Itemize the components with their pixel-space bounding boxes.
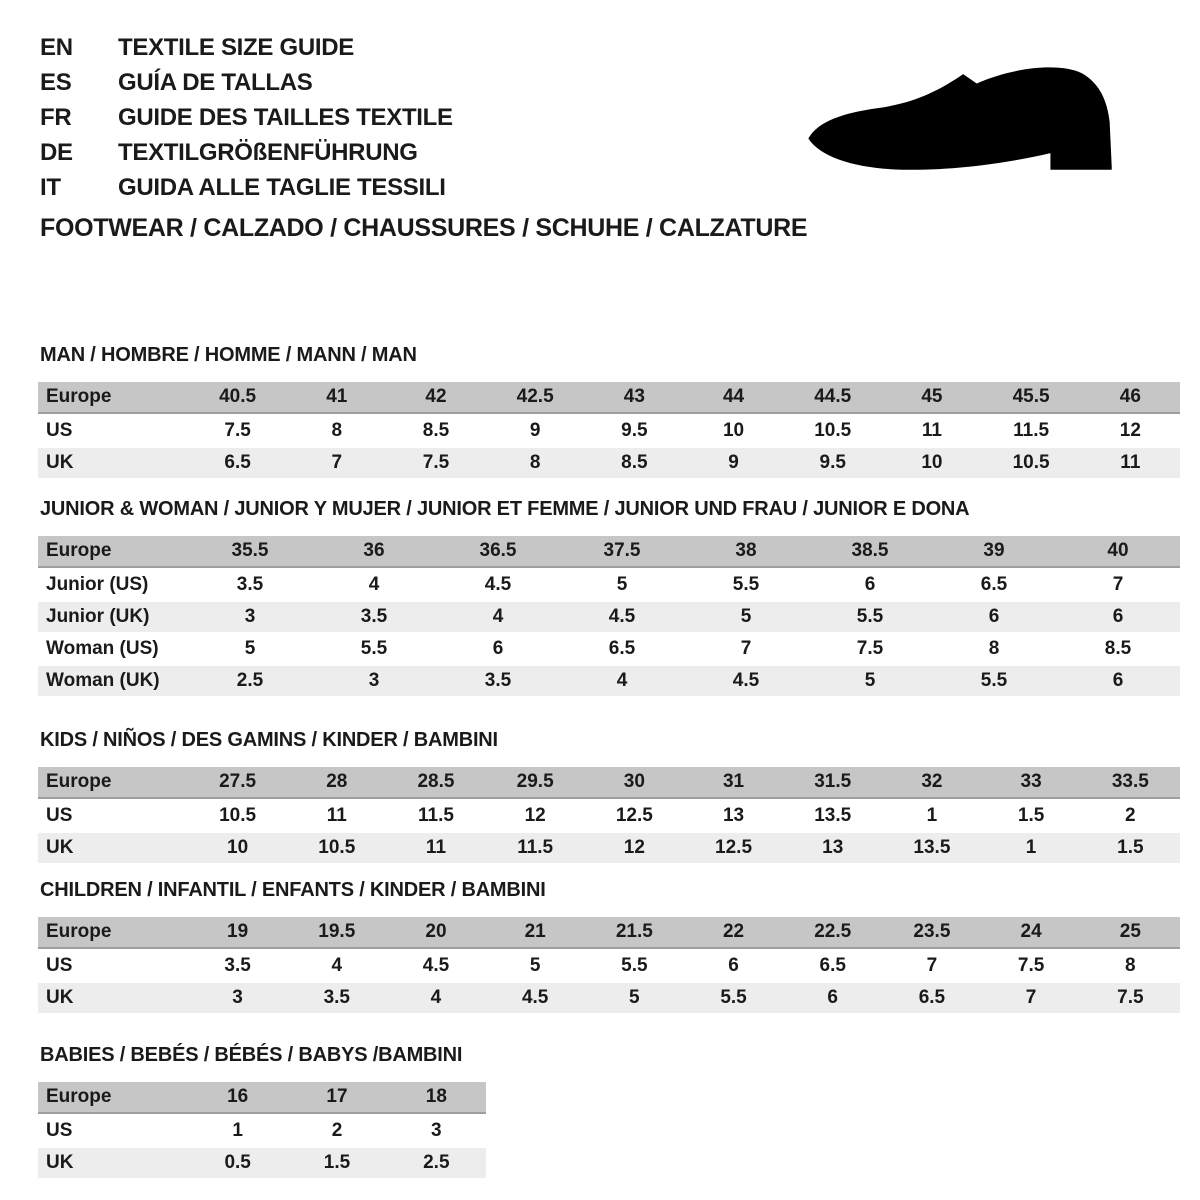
size-cell: 12 [585,833,684,863]
size-cell: 6 [1056,602,1180,632]
size-cell: 24 [982,917,1081,949]
size-cell: 18 [387,1082,486,1114]
section-title: CHILDREN / INFANTIL / ENFANTS / KINDER / BAMBINI [40,879,546,901]
size-table [38,915,1180,1015]
section-title: JUNIOR & WOMAN / JUNIOR Y MUJER / JUNIOR ET FEMME / JUNIOR UND FRAU / JUNIOR E DONA [40,498,970,520]
row-label: UK [38,1148,188,1178]
size-section [38,729,1180,865]
size-cell: 10 [722,420,745,441]
size-cell: 8 [988,638,1000,659]
size-cell: 20 [386,917,485,949]
size-cell: 3.5 [224,955,251,976]
size-cell: 4 [386,983,485,1013]
size-cell: 43 [585,382,684,414]
size-cell: 4 [560,666,684,696]
language-list [40,30,453,205]
size-cell: 2.5 [188,666,312,696]
size-cell: 5.5 [360,638,388,659]
row-label: Europe [38,1082,188,1114]
size-table [38,534,1180,698]
language-code: IT [40,174,61,201]
size-cell: 11 [326,805,347,826]
language-row [40,65,453,100]
table-row [38,602,1180,632]
size-cell: 10.5 [814,420,852,441]
size-cell: 8 [486,448,585,478]
size-cell: 4 [368,574,380,595]
size-cell: 5.5 [932,666,1056,696]
size-cell: 4 [436,602,560,632]
size-cell: 3.5 [436,666,560,696]
size-cell: 11 [1081,448,1180,478]
size-cell: 22 [684,917,783,949]
row-label: US [46,1120,73,1141]
row-label: UK [38,983,188,1013]
size-cell: 11 [921,420,942,441]
size-cell: 35.5 [188,536,312,568]
size-cell: 1.5 [1081,833,1180,863]
size-cell: 6 [1056,666,1180,696]
size-cell: 23.5 [882,917,981,949]
size-cell: 6 [864,574,876,595]
size-cell: 28.5 [386,767,485,799]
size-cell: 32 [882,767,981,799]
size-cell: 7.5 [1017,955,1045,976]
row-label: UK [38,448,188,478]
size-cell: 25 [1081,917,1180,949]
size-cell: 12 [1119,420,1141,441]
size-cell: 2.5 [387,1148,486,1178]
size-cell: 31.5 [783,767,882,799]
size-cell: 21 [486,917,585,949]
size-cell: 10 [188,833,287,863]
language-row [40,30,453,65]
section-title: BABIES / BEBÉS / BÉBÉS / BABYS /BAMBINI [40,1044,463,1066]
size-table [38,1080,486,1180]
size-cell: 41 [287,382,386,414]
size-cell: 30 [585,767,684,799]
size-cell: 1.5 [1017,805,1045,826]
size-cell: 6.5 [608,638,636,659]
size-cell: 19 [188,917,287,949]
size-cell: 13 [722,805,745,826]
table-row [38,634,1180,664]
size-cell: 33 [982,767,1081,799]
size-cell: 3 [188,602,312,632]
row-label: Woman (UK) [38,666,188,696]
size-cell: 8 [1125,955,1136,976]
size-cell: 36.5 [436,536,560,568]
size-cell: 7 [1112,574,1124,595]
row-label: Europe [38,382,188,414]
size-cell: 4.5 [684,666,808,696]
size-cell: 9.5 [783,448,882,478]
size-cell: 44 [684,382,783,414]
size-cell: 8.5 [1104,638,1132,659]
size-cell: 11.5 [418,805,454,826]
size-cell: 17 [287,1082,386,1114]
size-cell: 6.5 [819,955,846,976]
language-code: ES [40,69,72,96]
size-cell: 1.5 [287,1148,386,1178]
size-cell: 5 [684,602,808,632]
size-cell: 11.5 [486,833,585,863]
size-cell: 22.5 [783,917,882,949]
table-row [38,570,1180,600]
size-cell: 27.5 [188,767,287,799]
size-cell: 42 [386,382,485,414]
size-cell: 5.5 [621,955,648,976]
size-cell: 38 [684,536,808,568]
size-cell: 38.5 [808,536,932,568]
size-cell: 6 [932,602,1056,632]
table-row [38,833,1180,863]
size-cell: 4.5 [484,574,512,595]
size-cell: 6.5 [980,574,1008,595]
language-code: FR [40,104,72,131]
table-row [38,767,1180,799]
size-cell: 6.5 [882,983,981,1013]
size-cell: 7 [982,983,1081,1013]
size-cell: 8 [331,420,343,441]
size-cell: 1 [926,805,938,826]
size-cell: 3 [431,1120,442,1141]
table-row [38,1116,486,1146]
size-table [38,765,1180,865]
size-cell: 39 [932,536,1056,568]
size-cell: 5 [244,638,256,659]
size-cell: 10 [882,448,981,478]
table-row [38,416,1180,446]
size-cell: 10.5 [219,805,257,826]
row-label: Junior (US) [46,574,149,595]
size-cell: 12.5 [615,805,653,826]
size-cell: 10.5 [982,448,1081,478]
language-row [40,100,453,135]
size-cell: 0.5 [188,1148,287,1178]
table-row [38,448,1180,478]
size-cell: 3.5 [236,574,264,595]
table-row [38,666,1180,696]
size-cell: 7 [926,955,938,976]
table-row [38,536,1180,568]
row-label: US [46,955,73,976]
size-section [38,1044,1180,1180]
size-cell: 9 [529,420,541,441]
row-label: Europe [38,767,188,799]
size-table [38,380,1180,480]
size-cell: 16 [188,1082,287,1114]
size-cell: 3 [188,983,287,1013]
size-cell: 5 [808,666,932,696]
size-cell: 7.5 [386,448,485,478]
size-cell: 8.5 [422,420,450,441]
size-cell: 12 [524,805,546,826]
size-cell: 4.5 [560,602,684,632]
size-section [38,498,1180,698]
size-cell: 4.5 [422,955,450,976]
size-cell: 5.5 [808,602,932,632]
size-cell: 9.5 [621,420,648,441]
size-cell: 5.5 [684,983,783,1013]
size-cell: 8.5 [585,448,684,478]
size-cell: 5 [585,983,684,1013]
size-cell: 3.5 [312,602,436,632]
size-cell: 4.5 [486,983,585,1013]
language-row [40,170,453,205]
size-cell: 3.5 [287,983,386,1013]
language-row [40,135,453,170]
row-label: US [46,805,73,826]
language-guide-title: TEXTILGRÖßENFÜHRUNG [118,139,418,166]
size-cell: 11.5 [1013,420,1050,441]
size-cell: 6 [728,955,739,976]
size-cell: 13.5 [882,833,981,863]
table-row [38,951,1180,981]
row-label: Europe [38,536,188,568]
row-label: Europe [38,917,188,949]
size-cell: 1 [982,833,1081,863]
language-code: EN [40,34,73,61]
size-cell: 12.5 [684,833,783,863]
size-cell: 28 [287,767,386,799]
size-cell: 19.5 [287,917,386,949]
size-cell: 7.5 [224,420,251,441]
size-cell: 13 [783,833,882,863]
size-cell: 1 [232,1120,243,1141]
size-cell: 21.5 [585,917,684,949]
size-cell: 2 [1125,805,1136,826]
size-cell: 4 [331,955,343,976]
size-cell: 40.5 [188,382,287,414]
table-row [38,382,1180,414]
size-cell: 40 [1056,536,1180,568]
size-cell: 3 [312,666,436,696]
size-cell: 45.5 [982,382,1081,414]
row-label: UK [38,833,188,863]
language-guide-title: GUIDE DES TAILLES TEXTILE [118,104,453,131]
size-cell: 6 [783,983,882,1013]
size-cell: 7.5 [1081,983,1180,1013]
size-cell: 45 [882,382,981,414]
table-row [38,917,1180,949]
size-cell: 5.5 [732,574,760,595]
size-cell: 33.5 [1081,767,1180,799]
table-row [38,983,1180,1013]
size-section [38,879,1180,1015]
size-cell: 5 [616,574,628,595]
size-cell: 46 [1081,382,1180,414]
table-row [38,801,1180,831]
size-cell: 42.5 [486,382,585,414]
shoe-silhouette-icon [798,60,1146,188]
category-line: FOOTWEAR / CALZADO / CHAUSSURES / SCHUHE / CALZATURE [40,214,808,242]
size-cell: 10.5 [287,833,386,863]
size-cell: 31 [684,767,783,799]
language-code: DE [40,139,73,166]
size-cell: 5 [529,955,541,976]
table-row [38,1148,486,1178]
size-cell: 7.5 [856,638,884,659]
size-cell: 13.5 [814,805,852,826]
row-label: Junior (UK) [38,602,188,632]
language-guide-title: GUIDA ALLE TAGLIE TESSILI [118,174,446,201]
size-cell: 7 [287,448,386,478]
size-cell: 9 [684,448,783,478]
size-cell: 7 [740,638,752,659]
size-section [38,344,1180,480]
size-cell: 6 [492,638,504,659]
size-cell: 11 [386,833,485,863]
section-title: KIDS / NIÑOS / DES GAMINS / KINDER / BAMBINI [40,729,498,751]
size-cell: 37.5 [560,536,684,568]
row-label: Woman (US) [46,638,159,659]
language-guide-title: GUÍA DE TALLAS [118,69,313,96]
language-guide-title: TEXTILE SIZE GUIDE [118,34,354,61]
size-cell: 6.5 [188,448,287,478]
section-title: MAN / HOMBRE / HOMME / MANN / MAN [40,344,417,366]
row-label: US [46,420,73,441]
table-row [38,1082,486,1114]
size-cell: 2 [331,1120,343,1141]
size-cell: 36 [312,536,436,568]
size-cell: 44.5 [783,382,882,414]
size-cell: 29.5 [486,767,585,799]
